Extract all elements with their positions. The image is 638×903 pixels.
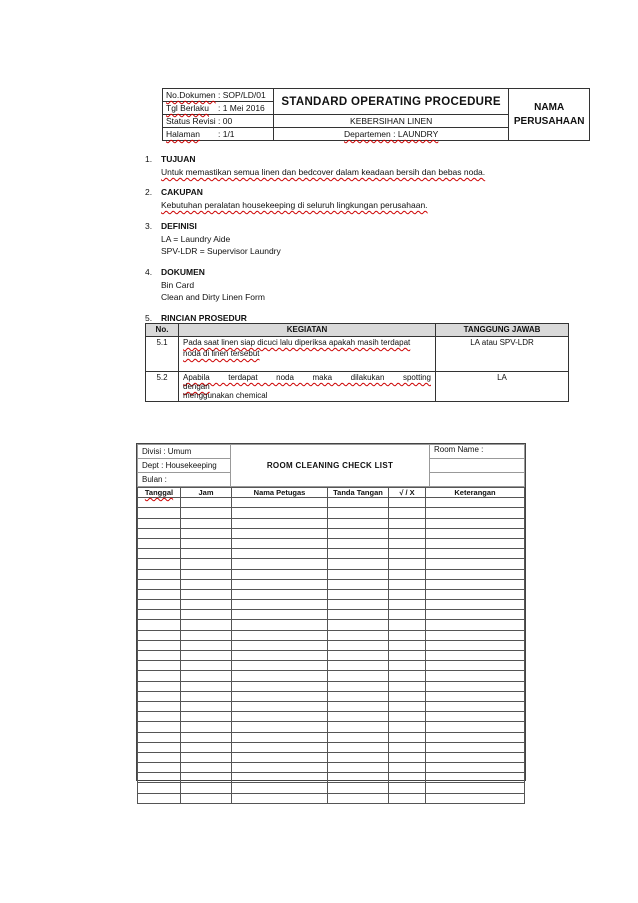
empty-cell — [232, 671, 328, 681]
table-row — [138, 600, 525, 610]
empty-cell — [328, 640, 389, 650]
empty-cell — [389, 640, 426, 650]
status-revisi-cell — [163, 115, 274, 128]
col-jam: Jam — [181, 488, 232, 498]
table-row — [138, 793, 525, 803]
empty-cell — [138, 569, 181, 579]
empty-cell — [426, 763, 525, 773]
row-text-line: Pada saat linen siap dicuci lalu diperiksa apakah masih terdapat — [183, 338, 411, 347]
empty-cell — [389, 691, 426, 701]
empty-cell — [389, 671, 426, 681]
empty-cell — [232, 569, 328, 579]
checklist-title: ROOM CLEANING CHECK LIST — [231, 445, 430, 487]
empty-cell — [181, 620, 232, 630]
section-text: Kebutuhan peralatan housekeeping di seluruh lingkungan perusahaan. — [161, 200, 428, 210]
empty-cell — [426, 773, 525, 783]
room-name-blank — [430, 473, 525, 487]
empty-cell — [138, 640, 181, 650]
table-row — [138, 620, 525, 630]
empty-cell — [426, 793, 525, 803]
empty-cell — [328, 559, 389, 569]
empty-cell — [426, 518, 525, 528]
empty-cell — [426, 569, 525, 579]
empty-cell — [181, 579, 232, 589]
empty-cell — [389, 589, 426, 599]
empty-cell — [328, 681, 389, 691]
empty-cell — [138, 712, 181, 722]
empty-cell — [181, 763, 232, 773]
table-row — [138, 569, 525, 579]
procedure-table-wrapper — [145, 323, 571, 400]
divisi-field: Divisi : Umum — [138, 445, 231, 459]
empty-cell — [232, 712, 328, 722]
empty-cell — [181, 773, 232, 783]
empty-cell — [181, 569, 232, 579]
empty-cell — [426, 722, 525, 732]
col-check: √ / X — [389, 488, 426, 498]
empty-cell — [328, 671, 389, 681]
empty-cell — [426, 579, 525, 589]
company-line-2: PERUSAHAAN — [513, 115, 585, 127]
table-row — [138, 518, 525, 528]
row-text-line: Apabila terdapat noda maka dilakukan spotting dengan — [183, 373, 431, 391]
section-cakupan — [145, 187, 428, 211]
empty-cell — [426, 538, 525, 548]
table-row — [138, 549, 525, 559]
table-row — [138, 559, 525, 569]
empty-cell — [328, 651, 389, 661]
empty-cell — [181, 752, 232, 762]
empty-cell — [328, 538, 389, 548]
row-kegiatan — [179, 372, 436, 402]
row-kegiatan — [179, 337, 436, 372]
empty-cell — [181, 610, 232, 620]
empty-cell — [232, 783, 328, 793]
empty-cell — [232, 610, 328, 620]
empty-cell — [328, 773, 389, 783]
empty-cell — [232, 752, 328, 762]
empty-cell — [138, 620, 181, 630]
table-row — [138, 732, 525, 742]
definition-line: LA = Laundry Aide — [161, 234, 231, 244]
empty-cell — [426, 783, 525, 793]
checklist-grid — [137, 487, 525, 804]
empty-cell — [426, 600, 525, 610]
halaman-label: Halaman — [166, 129, 201, 139]
halaman-value: : 1/1 — [218, 129, 235, 139]
empty-cell — [426, 732, 525, 742]
empty-cell — [232, 600, 328, 610]
empty-cell — [138, 498, 181, 508]
tgl-berlaku-label: Tgl Berlaku — [166, 103, 209, 113]
empty-cell — [389, 549, 426, 559]
empty-cell — [181, 640, 232, 650]
empty-cell — [426, 661, 525, 671]
table-row — [138, 783, 525, 793]
empty-cell — [181, 538, 232, 548]
empty-cell — [232, 538, 328, 548]
room-name-blank — [430, 459, 525, 473]
empty-cell — [232, 732, 328, 742]
no-dokumen-cell — [163, 89, 274, 102]
empty-cell — [138, 518, 181, 528]
no-dokumen-label: No.Dokumen — [166, 90, 216, 100]
empty-cell — [232, 498, 328, 508]
empty-cell — [138, 528, 181, 538]
empty-cell — [232, 549, 328, 559]
empty-cell — [181, 712, 232, 722]
empty-cell — [232, 651, 328, 661]
empty-cell — [138, 589, 181, 599]
departemen-cell: Departemen : LAUNDRY — [273, 128, 508, 141]
empty-cell — [232, 661, 328, 671]
empty-cell — [426, 508, 525, 518]
empty-cell — [181, 600, 232, 610]
empty-cell — [389, 559, 426, 569]
table-row — [138, 773, 525, 783]
section-number: 4. — [145, 267, 153, 277]
table-row — [138, 691, 525, 701]
empty-cell — [426, 549, 525, 559]
empty-cell — [232, 528, 328, 538]
empty-cell — [181, 691, 232, 701]
row-text-line: noda di linen tersebut — [183, 349, 260, 358]
empty-cell — [328, 498, 389, 508]
table-row — [138, 630, 525, 640]
table-row — [138, 610, 525, 620]
status-revisi-value: : 00 — [218, 116, 233, 126]
definition-line: SPV-LDR = Supervisor Laundry — [161, 246, 281, 256]
procedure-table — [145, 323, 569, 402]
empty-cell — [389, 752, 426, 762]
dept-field: Dept : Housekeeping — [138, 459, 231, 473]
table-row — [138, 681, 525, 691]
table-row — [146, 372, 569, 402]
empty-cell — [426, 610, 525, 620]
empty-cell — [426, 671, 525, 681]
empty-cell — [389, 651, 426, 661]
empty-cell — [328, 793, 389, 803]
empty-cell — [389, 681, 426, 691]
document-line: Bin Card — [161, 280, 195, 290]
empty-cell — [389, 732, 426, 742]
row-text-line: menggunakan chemical — [183, 391, 268, 400]
empty-cell — [389, 600, 426, 610]
empty-cell — [328, 549, 389, 559]
empty-cell — [138, 783, 181, 793]
row-no: 5.1 — [146, 337, 179, 372]
empty-cell — [328, 752, 389, 762]
empty-cell — [181, 518, 232, 528]
checklist-header — [137, 444, 525, 487]
empty-cell — [389, 579, 426, 589]
table-row — [146, 337, 569, 372]
section-heading: CAKUPAN — [161, 187, 203, 197]
empty-cell — [389, 538, 426, 548]
section-heading: TUJUAN — [161, 154, 196, 164]
col-tanda-tangan: Tanda Tangan — [328, 488, 389, 498]
empty-cell — [181, 732, 232, 742]
empty-cell — [138, 610, 181, 620]
row-responsible: LA — [436, 372, 569, 402]
empty-cell — [426, 589, 525, 599]
empty-cell — [389, 569, 426, 579]
empty-cell — [389, 763, 426, 773]
col-tanggal: Tanggal — [138, 488, 181, 498]
section-heading: DOKUMEN — [161, 267, 205, 277]
empty-cell — [232, 559, 328, 569]
empty-cell — [389, 773, 426, 783]
empty-cell — [389, 630, 426, 640]
empty-cell — [328, 783, 389, 793]
empty-cell — [181, 589, 232, 599]
table-row — [138, 763, 525, 773]
empty-cell — [328, 763, 389, 773]
col-nama-petugas: Nama Petugas — [232, 488, 328, 498]
empty-cell — [181, 559, 232, 569]
empty-cell — [426, 630, 525, 640]
empty-cell — [328, 742, 389, 752]
empty-cell — [138, 559, 181, 569]
empty-cell — [328, 712, 389, 722]
empty-cell — [328, 630, 389, 640]
table-row — [138, 538, 525, 548]
empty-cell — [181, 661, 232, 671]
row-no: 5.2 — [146, 372, 179, 402]
empty-cell — [328, 620, 389, 630]
table-row — [138, 722, 525, 732]
empty-cell — [426, 620, 525, 630]
empty-cell — [426, 681, 525, 691]
empty-cell — [138, 538, 181, 548]
empty-cell — [232, 640, 328, 650]
empty-cell — [389, 742, 426, 752]
empty-cell — [426, 742, 525, 752]
empty-cell — [426, 691, 525, 701]
table-row — [138, 701, 525, 711]
empty-cell — [138, 600, 181, 610]
empty-cell — [328, 600, 389, 610]
table-row — [138, 579, 525, 589]
empty-cell — [181, 742, 232, 752]
empty-cell — [328, 589, 389, 599]
empty-cell — [232, 773, 328, 783]
empty-cell — [232, 620, 328, 630]
empty-cell — [389, 528, 426, 538]
empty-cell — [389, 783, 426, 793]
table-row — [138, 742, 525, 752]
section-rincian — [145, 313, 247, 323]
table-row — [138, 651, 525, 661]
empty-cell — [138, 742, 181, 752]
empty-cell — [138, 732, 181, 742]
empty-cell — [328, 610, 389, 620]
empty-cell — [426, 701, 525, 711]
empty-cell — [328, 579, 389, 589]
empty-cell — [328, 661, 389, 671]
bulan-field: Bulan : — [138, 473, 231, 487]
table-row — [138, 508, 525, 518]
empty-cell — [138, 752, 181, 762]
section-tujuan — [145, 154, 485, 178]
sop-title: STANDARD OPERATING PROCEDURE — [273, 89, 508, 115]
empty-cell — [232, 701, 328, 711]
empty-cell — [138, 763, 181, 773]
empty-cell — [389, 508, 426, 518]
empty-cell — [426, 559, 525, 569]
empty-cell — [389, 661, 426, 671]
empty-cell — [181, 528, 232, 538]
table-row — [138, 661, 525, 671]
empty-cell — [138, 671, 181, 681]
empty-cell — [232, 691, 328, 701]
section-heading: DEFINISI — [161, 221, 197, 231]
empty-cell — [232, 518, 328, 528]
sop-header-table — [162, 88, 590, 141]
col-no: No. — [146, 324, 179, 337]
empty-cell — [232, 681, 328, 691]
empty-cell — [181, 681, 232, 691]
document-line: Clean and Dirty Linen Form — [161, 292, 265, 302]
empty-cell — [181, 701, 232, 711]
empty-cell — [328, 528, 389, 538]
empty-cell — [232, 579, 328, 589]
empty-cell — [138, 701, 181, 711]
company-line-1: NAMA — [534, 101, 565, 113]
tgl-berlaku-cell — [163, 102, 274, 115]
table-row — [138, 640, 525, 650]
row-responsible: LA atau SPV-LDR — [436, 337, 569, 372]
empty-cell — [328, 508, 389, 518]
halaman-cell — [163, 128, 274, 141]
empty-cell — [328, 569, 389, 579]
empty-cell — [181, 671, 232, 681]
empty-cell — [389, 712, 426, 722]
section-text: Untuk memastikan semua linen dan bedcover dalam keadaan bersih dan bebas noda. — [161, 167, 486, 177]
table-row — [138, 671, 525, 681]
empty-cell — [389, 518, 426, 528]
empty-cell — [138, 579, 181, 589]
section-definisi — [145, 221, 281, 257]
empty-cell — [426, 640, 525, 650]
empty-cell — [181, 722, 232, 732]
section-number: 3. — [145, 221, 153, 231]
section-heading: RINCIAN PROSEDUR — [161, 313, 247, 323]
empty-cell — [232, 763, 328, 773]
col-keterangan: Keterangan — [426, 488, 525, 498]
empty-cell — [426, 752, 525, 762]
empty-cell — [426, 651, 525, 661]
company-name-cell — [509, 89, 590, 141]
empty-cell — [328, 722, 389, 732]
section-number: 5. — [145, 313, 153, 323]
empty-cell — [138, 651, 181, 661]
section-number: 2. — [145, 187, 153, 197]
section-dokumen — [145, 267, 265, 303]
empty-cell — [389, 620, 426, 630]
empty-cell — [181, 651, 232, 661]
empty-cell — [138, 549, 181, 559]
empty-cell — [138, 681, 181, 691]
tgl-berlaku-value: : 1 Mei 2016 — [218, 103, 265, 113]
empty-cell — [232, 589, 328, 599]
empty-cell — [138, 630, 181, 640]
empty-cell — [389, 701, 426, 711]
table-row — [138, 528, 525, 538]
section-number: 1. — [145, 154, 153, 164]
empty-cell — [138, 661, 181, 671]
empty-cell — [181, 508, 232, 518]
empty-cell — [181, 630, 232, 640]
empty-cell — [181, 549, 232, 559]
empty-cell — [181, 793, 232, 803]
empty-cell — [232, 722, 328, 732]
empty-cell — [138, 793, 181, 803]
empty-cell — [181, 783, 232, 793]
table-row — [138, 712, 525, 722]
col-kegiatan: KEGIATAN — [179, 324, 436, 337]
empty-cell — [232, 793, 328, 803]
table-row — [138, 589, 525, 599]
table-row — [138, 752, 525, 762]
empty-cell — [232, 742, 328, 752]
empty-cell — [138, 508, 181, 518]
empty-cell — [328, 701, 389, 711]
empty-cell — [328, 732, 389, 742]
empty-cell — [232, 508, 328, 518]
empty-cell — [389, 722, 426, 732]
room-name-field: Room Name : — [430, 445, 525, 459]
empty-cell — [328, 518, 389, 528]
empty-cell — [426, 712, 525, 722]
no-dokumen-value: : SOP/LD/01 — [218, 90, 266, 100]
status-revisi-label: Status Revisi — [166, 116, 216, 126]
checklist-body — [138, 498, 525, 804]
empty-cell — [426, 528, 525, 538]
sop-subtitle: KEBERSIHAN LINEN — [273, 115, 508, 128]
empty-cell — [426, 498, 525, 508]
empty-cell — [181, 498, 232, 508]
empty-cell — [389, 498, 426, 508]
empty-cell — [328, 691, 389, 701]
empty-cell — [138, 773, 181, 783]
table-row — [138, 498, 525, 508]
empty-cell — [138, 722, 181, 732]
room-cleaning-checklist — [136, 443, 526, 781]
col-tanggung-jawab: TANGGUNG JAWAB — [436, 324, 569, 337]
empty-cell — [389, 793, 426, 803]
empty-cell — [232, 630, 328, 640]
empty-cell — [138, 691, 181, 701]
empty-cell — [389, 610, 426, 620]
